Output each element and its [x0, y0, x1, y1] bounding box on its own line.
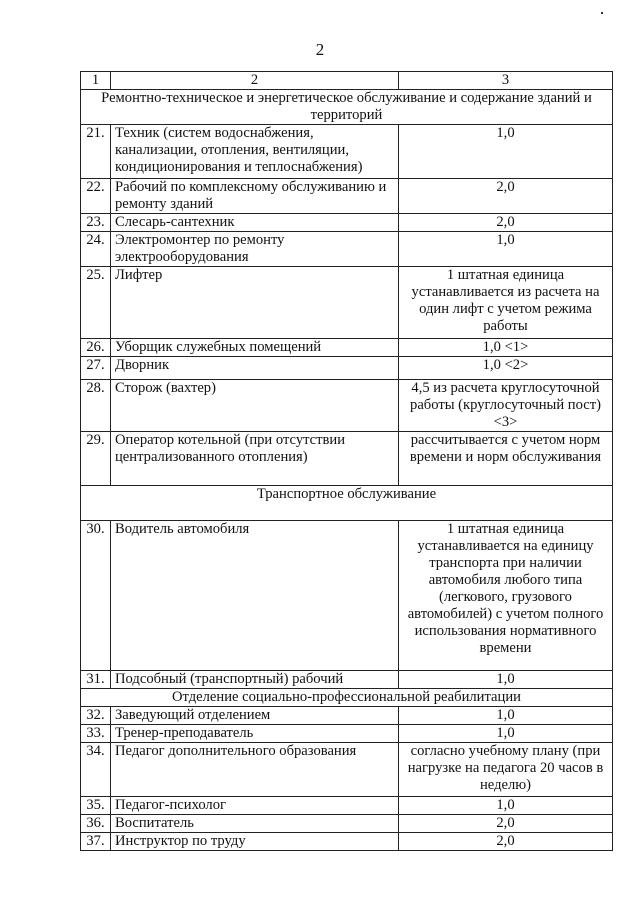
- table-row: [81, 179, 613, 214]
- staff-norm: 1,0: [399, 125, 613, 179]
- section-row: [81, 486, 613, 521]
- scan-speck: [601, 12, 603, 14]
- position-name: Дворник: [111, 357, 399, 380]
- staff-norm: 2,0: [399, 815, 613, 833]
- table-row: [81, 743, 613, 797]
- staff-norm: 4,5 из расчета круглосуточной работы (круглосуточный пост) <3>: [399, 380, 613, 432]
- table-row: [81, 125, 613, 179]
- row-number: 29.: [81, 432, 111, 486]
- table-row: [81, 432, 613, 486]
- section-row: [81, 689, 613, 707]
- position-name: Оператор котельной (при отсутствии централизованного отопления): [111, 432, 399, 486]
- row-number: 22.: [81, 179, 111, 214]
- header-col-2: 2: [111, 72, 399, 90]
- position-name: Заведующий отделением: [111, 707, 399, 725]
- table-row: [81, 671, 613, 689]
- staff-norm: 1 штатная единица устанавливается на единицу транспорта при наличии автомобиля любого типа (легкового, грузового автомобилей) с учетом полного использования нормативного времени: [399, 521, 613, 671]
- table-row: [81, 232, 613, 267]
- position-name: Уборщик служебных помещений: [111, 339, 399, 357]
- table-row: [81, 380, 613, 432]
- position-name: Тренер-преподаватель: [111, 725, 399, 743]
- row-number: 33.: [81, 725, 111, 743]
- staff-norm: 2,0: [399, 833, 613, 851]
- row-number: 35.: [81, 797, 111, 815]
- row-number: 21.: [81, 125, 111, 179]
- header-col-3: 3: [399, 72, 613, 90]
- position-name: Рабочий по комплексному обслуживанию и ремонту зданий: [111, 179, 399, 214]
- table-row: [81, 725, 613, 743]
- row-number: 32.: [81, 707, 111, 725]
- staff-norm: 1,0 <1>: [399, 339, 613, 357]
- row-number: 36.: [81, 815, 111, 833]
- table-row: [81, 797, 613, 815]
- row-number: 25.: [81, 267, 111, 339]
- section-title: Отделение социально-профессиональной реабилитации: [81, 689, 613, 707]
- position-name: Педагог дополнительного образования: [111, 743, 399, 797]
- position-name: Электромонтер по ремонту электрооборудования: [111, 232, 399, 267]
- row-number: 37.: [81, 833, 111, 851]
- position-name: Слесарь-сантехник: [111, 214, 399, 232]
- staff-norm: 1,0 <2>: [399, 357, 613, 380]
- table-row: [81, 707, 613, 725]
- row-number: 24.: [81, 232, 111, 267]
- row-number: 34.: [81, 743, 111, 797]
- header-col-1: 1: [81, 72, 111, 90]
- staff-norm: 1,0: [399, 725, 613, 743]
- table-row: [81, 815, 613, 833]
- staff-norm: 1,0: [399, 707, 613, 725]
- section-title: Транспортное обслуживание: [81, 486, 613, 521]
- position-name: Сторож (вахтер): [111, 380, 399, 432]
- position-name: Водитель автомобиля: [111, 521, 399, 671]
- staff-norm: 1,0: [399, 671, 613, 689]
- table-row: [81, 833, 613, 851]
- staff-norm: 1 штатная единица устанавливается из расчета на один лифт с учетом режима работы: [399, 267, 613, 339]
- staff-norm: согласно учебному плану (при нагрузке на педагога 20 часов в неделю): [399, 743, 613, 797]
- table-row: [81, 521, 613, 671]
- table-row: [81, 214, 613, 232]
- staff-table-body: [81, 72, 613, 851]
- staff-norm: 1,0: [399, 232, 613, 267]
- row-number: 27.: [81, 357, 111, 380]
- staff-norm: 2,0: [399, 179, 613, 214]
- staff-norm: 1,0: [399, 797, 613, 815]
- section-title: Ремонтно-техническое и энергетическое обслуживание и содержание зданий и территорий: [81, 90, 613, 125]
- row-number: 23.: [81, 214, 111, 232]
- staff-norm: 2,0: [399, 214, 613, 232]
- position-name: Лифтер: [111, 267, 399, 339]
- position-name: Техник (систем водоснабжения, канализации, отопления, вентиляции, кондиционирования и теплоснабжения): [111, 125, 399, 179]
- row-number: 30.: [81, 521, 111, 671]
- row-number: 28.: [81, 380, 111, 432]
- table-row: [81, 267, 613, 339]
- table-row: [81, 357, 613, 380]
- table-row: [81, 339, 613, 357]
- position-name: Инструктор по труду: [111, 833, 399, 851]
- position-name: Педагог-психолог: [111, 797, 399, 815]
- section-row: [81, 90, 613, 125]
- table-header-row: [81, 72, 613, 90]
- row-number: 31.: [81, 671, 111, 689]
- position-name: Подсобный (транспортный) рабочий: [111, 671, 399, 689]
- page-number: 2: [315, 40, 325, 59]
- staff-norm: рассчитывается с учетом норм времени и норм обслуживания: [399, 432, 613, 486]
- row-number: 26.: [81, 339, 111, 357]
- position-name: Воспитатель: [111, 815, 399, 833]
- staff-table: [80, 71, 613, 851]
